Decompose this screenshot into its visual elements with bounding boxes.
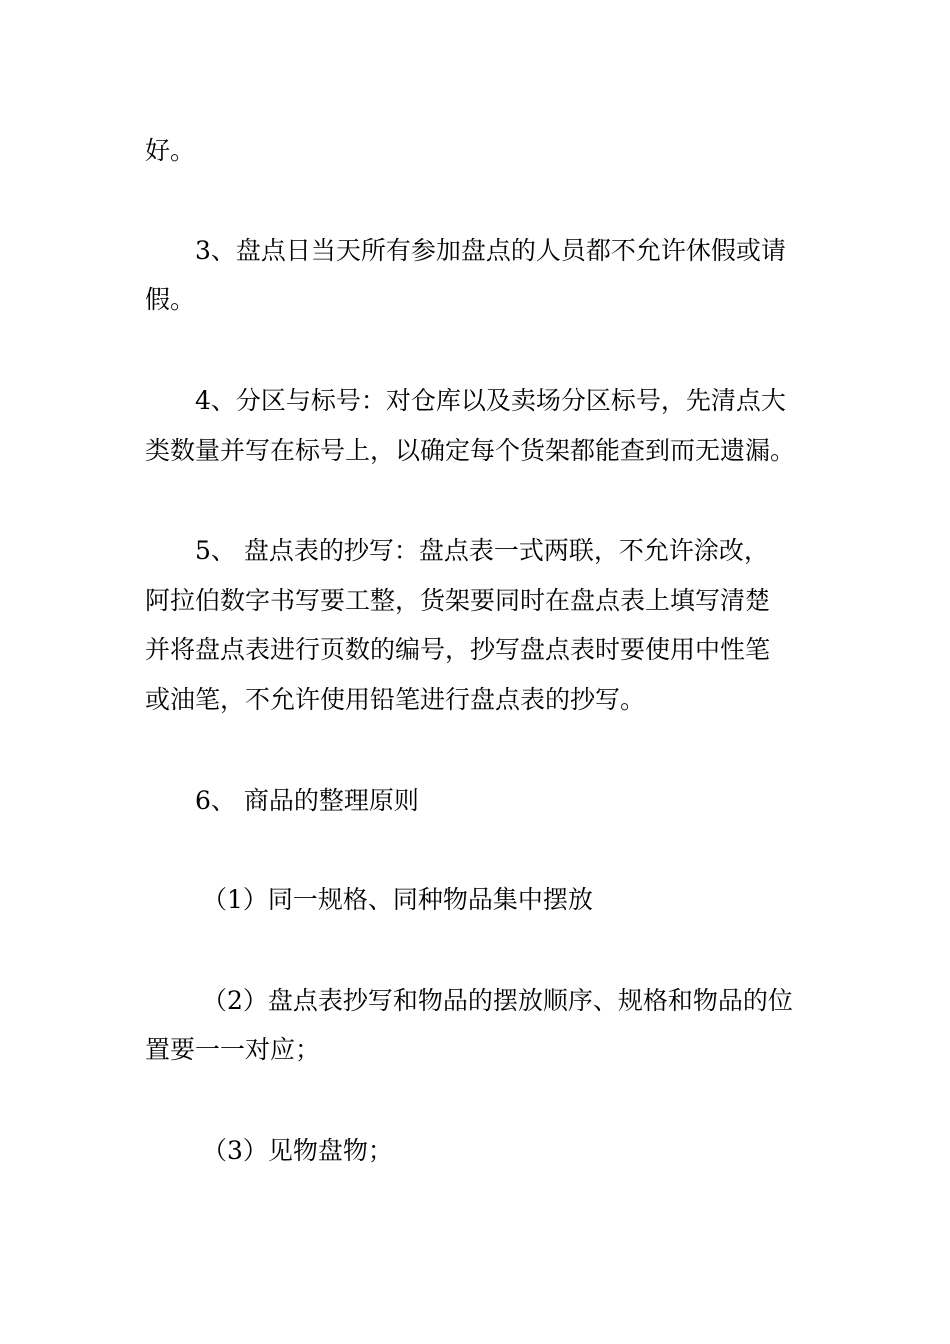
item-5-line-2: 阿拉伯数字书写要工整，货架要同时在盘点表上填写清楚 bbox=[145, 586, 771, 615]
sub-item-1: （1）同一规格、同种物品集中摆放 bbox=[202, 885, 593, 914]
item-4-line-2: 类数量并写在标号上，以确定每个货架都能查到而无遗漏。 bbox=[145, 436, 796, 465]
sub-item-2-line-1: （2）盘点表抄写和物品的摆放顺序、规格和物品的位 bbox=[202, 986, 793, 1015]
sub-item-2-line-2: 置要一一对应； bbox=[145, 1035, 321, 1064]
item-5-line-4: 或油笔，不允许使用铅笔进行盘点表的抄写。 bbox=[145, 685, 646, 714]
item-3-line-2: 假。 bbox=[145, 285, 196, 314]
item-6-heading: 6、 商品的整理原则 bbox=[195, 786, 419, 815]
item-3-line-1: 3、盘点日当天所有参加盘点的人员都不允许休假或请 bbox=[195, 236, 786, 265]
text-line-1: 好。 bbox=[145, 136, 196, 165]
item-5-line-1: 5、 盘点表的抄写：盘点表一式两联，不允许涂改， bbox=[195, 536, 769, 565]
item-5-line-3: 并将盘点表进行页数的编号，抄写盘点表时要使用中性笔 bbox=[145, 635, 771, 664]
item-4-line-1: 4、分区与标号：对仓库以及卖场分区标号，先清点大 bbox=[195, 386, 786, 415]
sub-item-3: （3）见物盘物； bbox=[202, 1136, 393, 1165]
